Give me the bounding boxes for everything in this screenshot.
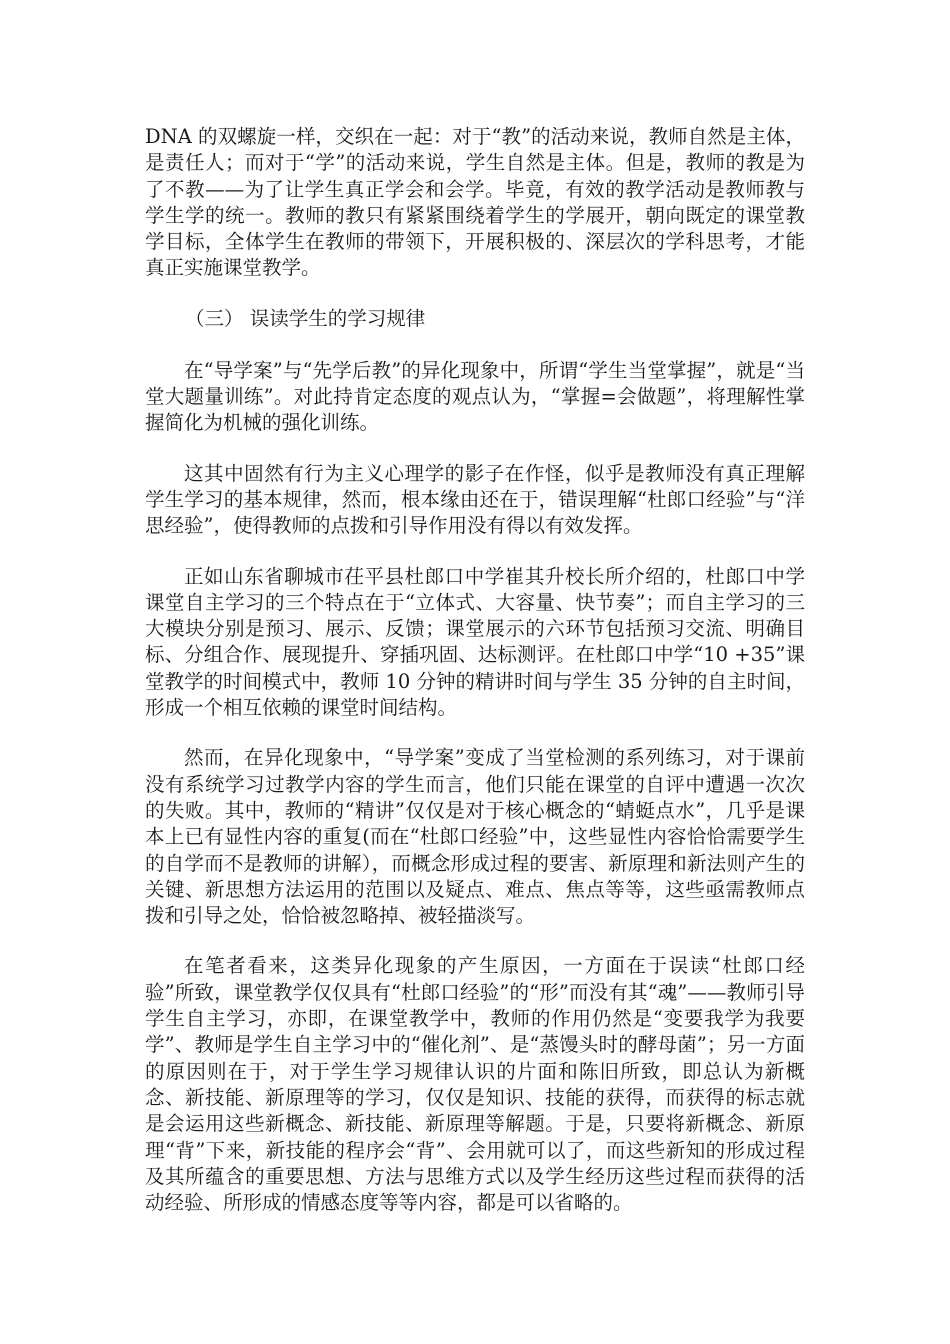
- paragraph: 然而，在异化现象中，“导学案”变成了当堂检测的系列练习，对于课前没有系统学习过教学内容的学生而言，他们只能在课堂的自评中遭遇一次次的失败。其中，教师的“精讲”仅仅是对于核心概念的“蜻蜓点水”，几乎是课本上已有显性内容的重复(而在“杜郎口经验”中，这些显性内容恰恰需要学生的自学而不是教师的讲解），而概念形成过程的要害、新原理和新法则产生的关键、新思想方法运用的范围以及疑点、难点、焦点等等，这些亟需教师点拨和引导之处，恰恰被忽略掉、被轻描淡写。: [145, 746, 805, 928]
- paragraph: 在笔者看来，这类异化现象的产生原因，一方面在于误读“杜郎口经验”所致，课堂教学仅仅具有“杜郎口经验”的“形”而没有其“魂”——教师引导学生自主学习，亦即，在课堂教学中，教师的作用仍然是“变要我学为我要学”、教师是学生自主学习中的“催化剂”、是“蒸馒头时的酵母菌”；另一方面的原因则在于，对于学生学习规律认识的片面和陈旧所致，即总认为新概念、新技能、新原理等的学习，仅仅是知识、技能的获得，而获得的标志就是会运用这些新概念、新技能、新原理等解题。于是，只要将新概念、新原理“背”下来，新技能的程序会“背”、会用就可以了，而这些新知的形成过程及其所蕴含的重要思想、方法与思维方式以及学生经历这些过程而获得的活动经验、所形成的情感态度等等内容，都是可以省略的。: [145, 954, 805, 1215]
- document-body: [145, 124, 805, 1240]
- paragraph: 这其中固然有行为主义心理学的影子在作怪，似乎是教师没有真正理解学生学习的基本规律，然而，根本缘由还在于，错误理解“杜郎口经验”与“洋思经验”，使得教师的点拨和引导作用没有得以有效发挥。: [145, 461, 805, 538]
- paragraph-continuation: DNA 的双螺旋一样，交织在一起：对于“教”的活动来说，教师自然是主体，是责任人；而对于“学”的活动来说，学生自然是主体。但是，教师的教是为了不教——为了让学生真正学会和会学。毕竟，有效的教学活动是教师教与学生学的统一。教师的教只有紧紧围绕着学生的学展开，朝向既定的课堂教学目标，全体学生在教师的带领下，开展积极的、深层次的学科思考，才能真正实施课堂教学。: [145, 125, 805, 280]
- paragraph: 在“导学案”与“先学后教”的异化现象中，所谓“学生当堂掌握”，就是“当堂大题量训练”。对此持肯定态度的观点认为，“掌握=会做题”，将理解性掌握简化为机械的强化训练。: [145, 358, 805, 435]
- section-heading: （三） 误读学生的学习规律: [185, 306, 426, 330]
- paragraph: 正如山东省聊城市茌平县杜郎口中学崔其升校长所介绍的，杜郎口中学课堂自主学习的三个特点在于“立体式、大容量、快节奏”；而自主学习的三大模块分别是预习、展示、反馈；课堂展示的六环节包括预习交流、明确目标、分组合作、展现提升、穿插巩固、达标测评。在杜郎口中学“10 +35”课堂教学的时间模式中，教师 10 分钟的精讲时间与学生 35 分钟的自主时间，形成一个相互依赖的课堂时间结构。: [145, 564, 805, 720]
